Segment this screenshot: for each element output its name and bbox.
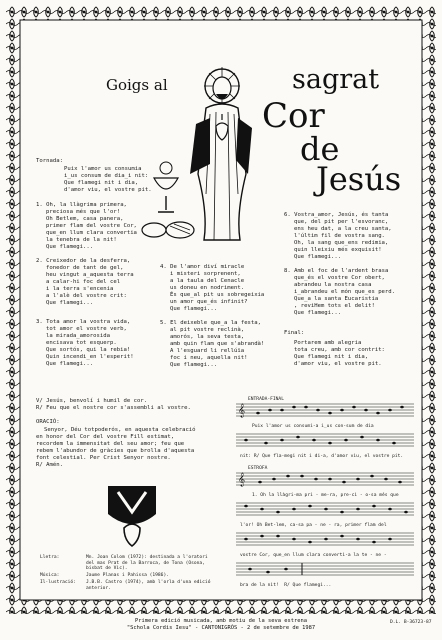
credit-lletra-label: Lletra:	[40, 555, 60, 560]
oracio-line: rebem l'abundor de gràcies que brolla d'aquesta	[36, 448, 195, 454]
chalice-and-bread-illustration	[140, 160, 200, 244]
footer-line-2: "Schola Cordis Iesu" - CANTONIGRÒS - 2 de setembre de 1987	[126, 625, 316, 631]
versicle-line: V/ Jesús, benvolí i humil de cor.	[36, 398, 148, 404]
music-label-estrofa: ESTROFA	[248, 466, 268, 471]
response-line: R/ Feu que el nostre cor s'assembli al vostre.	[36, 405, 191, 411]
oracio-line: R/ Amén.	[36, 462, 63, 468]
svg-text:𝄞: 𝄞	[238, 403, 246, 417]
oracio-line: Senyor, Déu totpoderós, en aquesta celebració	[44, 427, 196, 433]
credit-musica-text: Jaume Planas i Pahissa (1986).	[86, 573, 169, 578]
tornada-heading: Tornada:	[36, 158, 63, 164]
music-staff-2	[236, 432, 414, 454]
goigs-sheet: Goigs al sagrat Cor de Jesús Tornada: Puix l'amor us consumia i_us consum de dia_i nit: Que flamegi nit i dia, d'amor viu, el vostre pit. 1. Oh, la llàgrima primera, preciosa més que l'or! Oh Betlem, casa panera, primer flam del vostre Cor, que_en llum clara convertia la tenebra de la nit! Que flamegi... 2. Creixedor de la desferra, fonedor de tant de gel, heu vingut a_aquesta terra a calar-hi foc del cel i la terra s'encenia a l'alè del vostre crit: Que flamegi... 3. Tota amor la vostra vida, tot amor el vostre verb, la mirada_amorosida encisava tot esquerp. Que sortós, qui la rebia! Quin incendi_en l'esperit! Que flamegi... 4. De l'amor diví miracle i misteri sorprenent, a la taula del Cenacle us doneu en nodriment. És que_al pit us sobregeixia un amor que_és infinit? Que flamegi... 5. El deixeble que_a la festa, al pit vostre reclinà, amorós, la seva testa, amb quin flam que s'abrandà! A l'esguard li rellúïa foc i neu, aquella nit! Que flamegi... 6. Vostra_amor, Jesús, és tanta que, del pit per l'esvoranc, ens heu dat, a la creu santa, l'últim fil de vostra sang. Oh, la sang que_ens redimia, quin lleixiu més exquisit! Que flamegi... 8. Amb el foc de l'ardent brasa que_és el vostre Cor obert, abrandeu la nostra casa i_abrandeu el món que_es perd. Que_a la santa Eucaristia , reviHem tots el delit! Que flamegi... Final: Portarem amb alegria tota creu, amb cor contrit: Que flamegi nit i dia, d'amor viu, el vostre pit. V/ Jesús, benvolí i humil de cor. R/ Feu que el nostre cor s'assembli al vostre. ORACIÓ: Senyor, Déu totpoderós, en aquesta celebració en honor del Cor del vostre Fill estimat, recordem la immensitat del seu amor; feu que rebem l'abundor de gràcies que brolla d'aquesta font celestial. Per Crist Senyor nostre. R/ Amén. Lletra: Mn. Joan Colom (1972): destinada a l'oratori del mas Prat de la Barroca, de Tona (Osona, bisbat de Vic). Música: Jaume Planas i Pahissa (1986). Il·lustració: J.B.B. Castro (1974), amb l'orla d'una edició anterior. ENTRADA-FINAL 𝄞 Puix l'amor us consumi-a i_us con-sum de dia nit: R/ Que fla-megi nit i di-a, d'amor viu, el vostre pit. ESTROFA 𝄞 1. Oh la llàgri-ma pri - me-ra, pre-ci - o-sa més que l'or! Oh Bet-lem, ca-sa pa - ne - ra, primer flam del vostre Cor, que_en llum clara converti-a la te - ne - bra de la nit! R/ Que flamegi... Primera edició musicada, amb motiu de la seva estrena "Schola Cordis Iesu" - CANTONIGRÒS - 2 de setembre de 1987 D.L. B-36723-87	[0, 0, 442, 640]
svg-text:𝄞: 𝄞	[238, 472, 246, 486]
music-lyric-line: vostre Cor, que_en llum clara converti-a la te - ne -	[240, 553, 387, 558]
music-staff-4	[236, 501, 414, 523]
tornada-line: d'amor viu, el vostre pit.	[64, 187, 152, 193]
oracio-line: font celestial. Per Crist Senyor nostre.	[36, 455, 171, 461]
credit-lletra-text: Mn. Joan Colom (1972): destinada a l'oratori del mas Prat de la Barroca, de Tona (Osona, bisbat de Vic).	[86, 555, 208, 572]
tornada-line: Que flamegi nit i dia,	[64, 180, 139, 186]
oracio-heading: ORACIÓ:	[36, 419, 60, 425]
footer-line-1: Primera edició musicada, amb motiu de la seva estrena	[134, 618, 307, 624]
final-line: tota creu, amb cor contrit:	[294, 347, 385, 353]
music-label-tornada: ENTRADA-FINAL	[248, 397, 284, 402]
legal-deposit: D.L. B-36723-87	[390, 620, 432, 625]
oracio-line: en honor del Cor del vostre Fill estimat,	[36, 434, 175, 440]
title-cor: Cor	[262, 96, 325, 136]
title-sagrat: sagrat	[292, 64, 380, 95]
music-lyric-line: 1. Oh la llàgri-ma pri - me-ra, pre-ci - o-sa més que	[252, 493, 399, 498]
final-line: Portarem amb alegria	[294, 340, 362, 346]
music-lyric-line: nit: R/ Que fla-megi nit i di-a, d'amor viu, el vostre pit.	[240, 454, 404, 459]
music-lyric-line: l'or! Oh Bet-lem, ca-sa pa - ne - ra, primer flam del	[240, 523, 387, 528]
title-de: de	[300, 130, 340, 168]
title-jesus: Jesús	[316, 160, 402, 198]
music-staff-6	[236, 561, 414, 583]
credit-musica-label: Música:	[40, 573, 60, 578]
music-lyric-line: Puix l'amor us consumi-a i_us con-sum de dia	[252, 424, 374, 429]
final-line: d'amor viu, el vostre pit.	[294, 361, 382, 367]
music-staff-3	[236, 471, 414, 493]
title-goigs-al: Goigs al	[106, 76, 168, 94]
music-lyric-line: bra de la nit! R/ Que flamegi...	[240, 583, 332, 588]
credit-illustracio-text: J.B.B. Castro (1974), amb l'orla d'una edició anterior.	[86, 580, 211, 591]
credit-illustracio-label: Il·lustració:	[40, 580, 76, 585]
tornada-line: Puix l'amor us consumia	[64, 166, 142, 172]
music-staff-1	[236, 402, 414, 424]
final-heading: Final:	[284, 330, 305, 336]
tornada-line: i_us consum de dia_i nit:	[64, 173, 149, 179]
final-line: Que flamegi nit i dia,	[294, 354, 369, 360]
music-staff-5	[236, 531, 414, 553]
oracio-line: recordem la immensitat del seu amor; feu que	[36, 441, 185, 447]
emblem-illustration	[100, 478, 164, 550]
